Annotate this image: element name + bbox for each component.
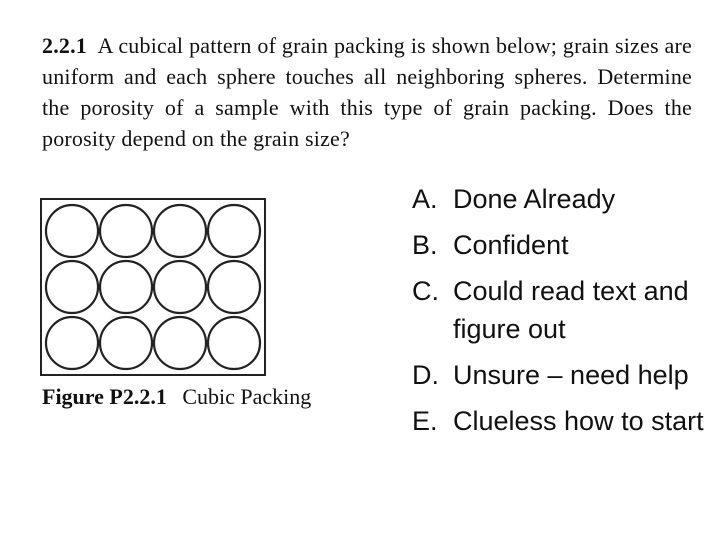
grain-sphere bbox=[100, 205, 152, 257]
answer-options bbox=[412, 180, 712, 448]
figure-title: Cubic Packing bbox=[182, 384, 312, 409]
option-letter: B. bbox=[412, 230, 438, 260]
option-text: Could read text and figure out bbox=[453, 276, 689, 344]
grain-sphere bbox=[208, 317, 260, 369]
figure-id: Figure P2.2.1 bbox=[42, 384, 167, 409]
problem-text: A cubical pattern of grain packing is shown below; grain sizes are uniform and each sphere touches all neighboring spheres. Determine the porosity of a sample with this type of grain packing. Does the porosity depend on the grain size? bbox=[42, 33, 692, 151]
grain-sphere bbox=[154, 205, 206, 257]
option-a[interactable] bbox=[412, 180, 712, 218]
problem-statement bbox=[42, 30, 692, 154]
grain-sphere bbox=[154, 317, 206, 369]
option-text: Confident bbox=[453, 230, 569, 260]
option-text: Done Already bbox=[453, 184, 616, 214]
figure-caption bbox=[42, 384, 311, 410]
grain-sphere bbox=[100, 317, 152, 369]
option-letter: A. bbox=[412, 184, 438, 214]
grain-sphere bbox=[46, 317, 98, 369]
option-letter: C. bbox=[412, 276, 439, 306]
problem-number: 2.2.1 bbox=[42, 33, 87, 58]
grain-sphere bbox=[154, 261, 206, 313]
cubic-packing-diagram bbox=[42, 200, 264, 374]
cubic-packing-figure bbox=[40, 198, 266, 376]
option-text: Unsure – need help bbox=[453, 360, 689, 390]
grain-sphere bbox=[208, 205, 260, 257]
option-letter: D. bbox=[412, 360, 439, 390]
option-letter: E. bbox=[412, 406, 438, 436]
grain-sphere bbox=[208, 261, 260, 313]
option-d[interactable] bbox=[412, 356, 712, 394]
grain-sphere bbox=[46, 205, 98, 257]
option-c[interactable] bbox=[412, 272, 712, 348]
grain-sphere bbox=[46, 261, 98, 313]
option-b[interactable] bbox=[412, 226, 712, 264]
grain-sphere bbox=[100, 261, 152, 313]
option-text: Clueless how to start bbox=[453, 406, 704, 436]
option-e[interactable] bbox=[412, 402, 712, 440]
